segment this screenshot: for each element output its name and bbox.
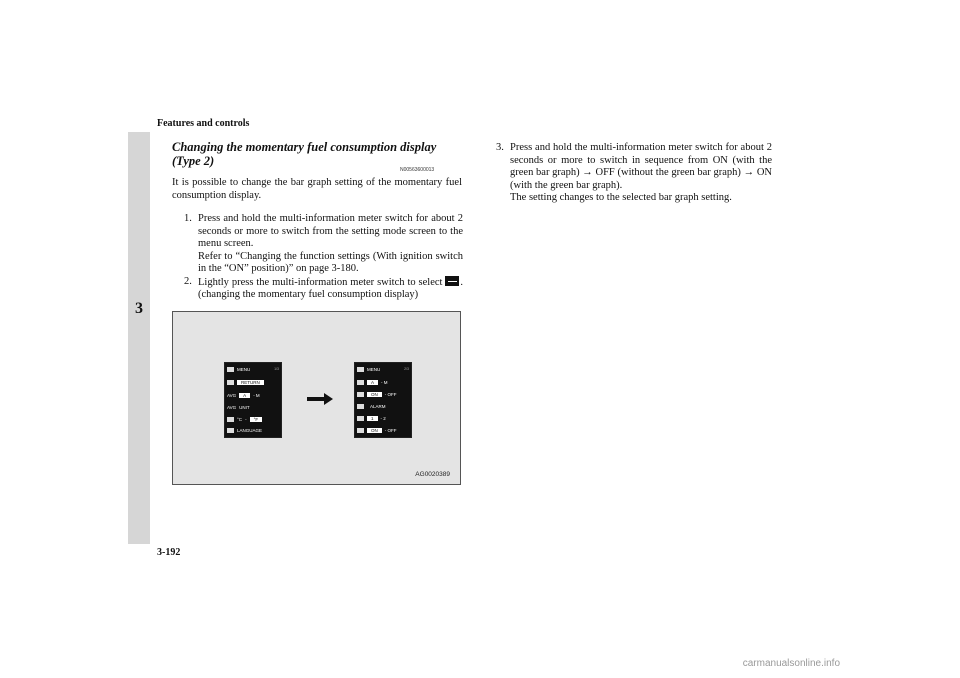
page-number: 3-192	[157, 547, 181, 558]
menu-row-prefix: AVG	[227, 405, 237, 410]
menu-title-row	[357, 365, 409, 374]
fuel-icon	[357, 380, 364, 385]
momentary-fuel-icon	[357, 428, 364, 433]
menu-row-suffix: - M	[381, 380, 388, 385]
step-text: Press and hold the multi-information meter switch for about 2 seconds or more to switch in sequence from ON (with the green bar graph) → OFF (without the green bar graph) → ON (with the green bar graph).	[510, 142, 772, 191]
menu-screen-1	[224, 362, 282, 438]
step-3	[490, 142, 772, 205]
menu-icon	[357, 367, 364, 372]
steps-left-column	[178, 213, 463, 302]
menu-row-selected: ON	[367, 392, 382, 397]
menu-row-label: LANGUAGE	[237, 428, 263, 433]
menu-row-selected: °F	[250, 417, 263, 422]
step-2	[178, 276, 463, 302]
menu-row	[227, 391, 279, 400]
step-note: The setting changes to the selected bar graph setting.	[510, 192, 732, 203]
article-title: Changing the momentary fuel consumption display (Type 2)	[172, 140, 437, 168]
step-text: Press and hold the multi-information meter switch for about 2 seconds or more to switch from the setting mode screen to the menu screen.	[198, 213, 463, 249]
menu-row-selected: 1	[367, 416, 378, 421]
menu-page-indicator: 1/3	[274, 367, 279, 371]
menu-row	[357, 378, 409, 387]
step-1	[178, 213, 463, 276]
menu-row-label: °C	[237, 417, 243, 422]
menu-row-suffix: - 2	[380, 416, 386, 421]
step-note: Refer to “Changing the function settings (With ignition switch in the “ON” position)” on page 3-180.	[198, 250, 463, 274]
menu-row-selected: A	[367, 380, 378, 385]
menu-row	[357, 402, 409, 411]
menu-row	[357, 426, 409, 435]
step-text-tail: . (changing the momentary fuel consumption display)	[198, 276, 464, 300]
figure-menu-screens	[172, 311, 461, 485]
menu-row-prefix: AVG	[227, 393, 237, 398]
intro-paragraph: It is possible to change the bar graph setting of the momentary fuel consumption display.	[172, 177, 462, 201]
alarm-icon	[357, 404, 364, 409]
menu-row-suffix: - OFF	[384, 392, 397, 397]
menu-title: MENU	[367, 367, 381, 372]
menu-page-indicator: 2/3	[404, 367, 409, 371]
steps-right-column	[490, 142, 772, 205]
menu-row	[227, 426, 279, 435]
menu-row	[357, 414, 409, 423]
return-icon	[227, 380, 234, 385]
menu-row-selected: ON	[367, 428, 382, 433]
section-header: Features and controls	[157, 118, 250, 129]
interval-icon	[357, 416, 364, 421]
thermometer-icon	[227, 417, 234, 422]
watermark: carmanualsonline.info	[742, 658, 840, 669]
menu-row-suffix: - OFF	[384, 428, 397, 433]
figure-code: AG0020389	[415, 471, 450, 478]
menu-row-suffix: - M	[253, 393, 260, 398]
menu-row	[227, 378, 279, 387]
menu-title: MENU	[237, 367, 251, 372]
menu-title-row	[227, 365, 279, 374]
menu-row: °C - °F	[227, 415, 279, 424]
menu-screen-2	[354, 362, 412, 438]
menu-row-label: ALARM	[370, 404, 386, 409]
menu-row	[357, 390, 409, 399]
language-icon	[227, 428, 234, 433]
menu-row-label: UNIT	[239, 405, 250, 410]
chapter-number: 3	[135, 300, 143, 317]
chapter-tab	[128, 132, 150, 544]
menu-icon	[227, 367, 234, 372]
step-number: 1.	[184, 213, 192, 224]
momentary-fuel-icon	[445, 276, 459, 286]
step-number: 2.	[184, 275, 192, 287]
menu-row-selected: A	[239, 393, 250, 398]
step-text: Lightly press the multi-information meter switch to select	[198, 276, 443, 288]
menu-row-label: RETURN	[237, 380, 264, 385]
reference-code: N00563600013	[400, 167, 435, 173]
menu-row	[227, 403, 279, 412]
speaker-icon	[357, 392, 364, 397]
arrow-right-icon	[307, 397, 325, 401]
step-number: 3.	[496, 142, 504, 153]
